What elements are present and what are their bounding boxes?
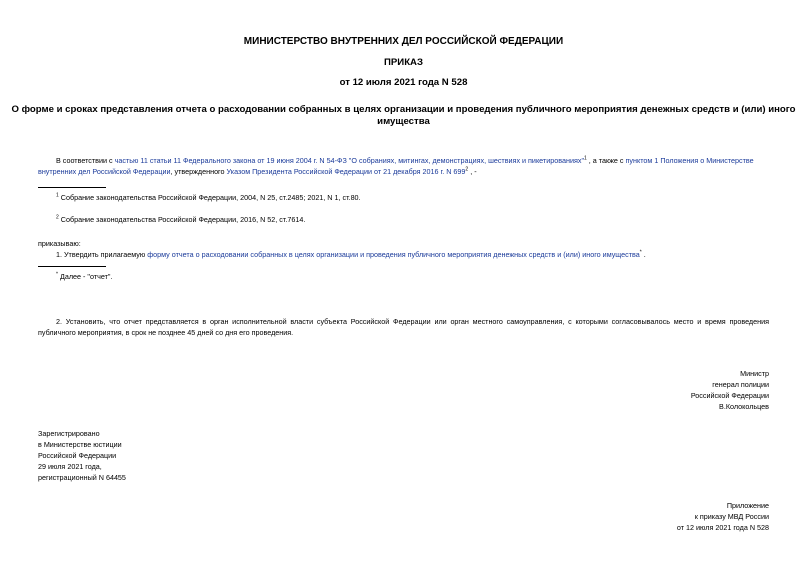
registration-line2: в Министерстве юстиции (38, 440, 122, 449)
report-form-link[interactable]: форму отчета о расходовании собранных в целях организации и проведения публичного мероприятия денежных средств и (или) иного имущества (147, 250, 640, 259)
orders-word: приказываю: (38, 239, 81, 248)
registration-number: регистрационный N 64455 (38, 473, 126, 482)
registration-date: 29 июля 2021 года, (38, 462, 102, 471)
presidential-decree-link[interactable]: Указом Президента Российской Федерации от 21 декабря 2016 г. N 699 (226, 167, 466, 176)
footnote-2-text: Собрание законодательства Российской Федерации, 2016, N 52, ст.7614. (60, 215, 306, 224)
mvd-regulation-link-part1[interactable]: пунктом 1 Положения о Министерстве (625, 156, 754, 165)
order-item-1 (56, 249, 646, 260)
footnote-1-mark: 1 (56, 192, 59, 199)
appendix-label: Приложение (726, 501, 769, 510)
registration-line3: Российской Федерации (38, 451, 117, 460)
document-date-number: от 12 июля 2021 года N 528 (339, 77, 468, 88)
footnote-separator (38, 187, 106, 188)
footnote-ref-1[interactable]: 1 (584, 155, 587, 162)
footnote-3 (56, 271, 112, 282)
signature-name: В.Колокольцев (719, 402, 769, 411)
registration-line1: Зарегистрировано (38, 429, 100, 438)
mvd-regulation-link-part2[interactable]: внутренних дел Российской Федерации (38, 167, 171, 176)
preamble-text-1: В соответствии с (56, 156, 115, 165)
order-item-2-line2: публичного мероприятия, в срок не позднее 45 дней со дня его проведения. (38, 328, 294, 337)
appendix-order-ref: к приказу МВД России (694, 512, 769, 521)
order-item-2-line1: 2. Установить, что отчет представляется в орган исполнительной власти субъекта Российской Федерации или орган местного самоуправления, с которыми согласовывалось место и время проведения (56, 317, 769, 326)
ministry-name: МИНИСТЕРСТВО ВНУТРЕННИХ ДЕЛ РОССИЙСКОЙ ФЕДЕРАЦИИ (243, 36, 564, 47)
footnote-3-text: Далее - "отчет". (59, 272, 113, 281)
footnote-ref-star[interactable]: * (639, 249, 642, 256)
preamble-text-3: , утвержденного (170, 167, 227, 176)
document-title-line2: имущества (377, 116, 430, 127)
order-item-1-end: . (641, 250, 646, 259)
appendix-order-date: от 12 июля 2021 года N 528 (676, 523, 769, 532)
preamble-text-2: , а также с (586, 156, 626, 165)
footnote-1-text: Собрание законодательства Российской Федерации, 2004, N 25, ст.2485; 2021, N 1, ст.80. (60, 193, 361, 202)
preamble-text-4: , - (468, 167, 477, 176)
footnote-ref-2[interactable]: 2 (465, 166, 469, 173)
signature-rank: генерал полиции (712, 380, 769, 389)
preamble-line1 (56, 155, 769, 166)
signature-country: Российской Федерации (690, 391, 769, 400)
footnote-2 (56, 214, 305, 225)
footnote-separator-2 (38, 266, 106, 267)
document-title-line1: О форме и сроках представления отчета о расходовании собранных в целях организации и проведения публичного мероприятия денежных средств и (или) иного (11, 104, 796, 115)
signature-position: Министр (740, 369, 769, 378)
order-item-1-start: 1. Утвердить прилагаемую (56, 250, 148, 259)
preamble-line2 (38, 166, 477, 177)
law-54fz-link[interactable]: частью 11 статьи 11 Федерального закона от 19 июня 2004 г. N 54-ФЗ "О собраниях, митингах, демонстрациях, шествиях и пикетированиях" (114, 156, 584, 165)
footnote-2-mark: 2 (56, 214, 59, 221)
document-type: ПРИКАЗ (384, 57, 423, 68)
footnote-3-mark: * (56, 271, 58, 278)
footnote-1 (56, 192, 361, 203)
